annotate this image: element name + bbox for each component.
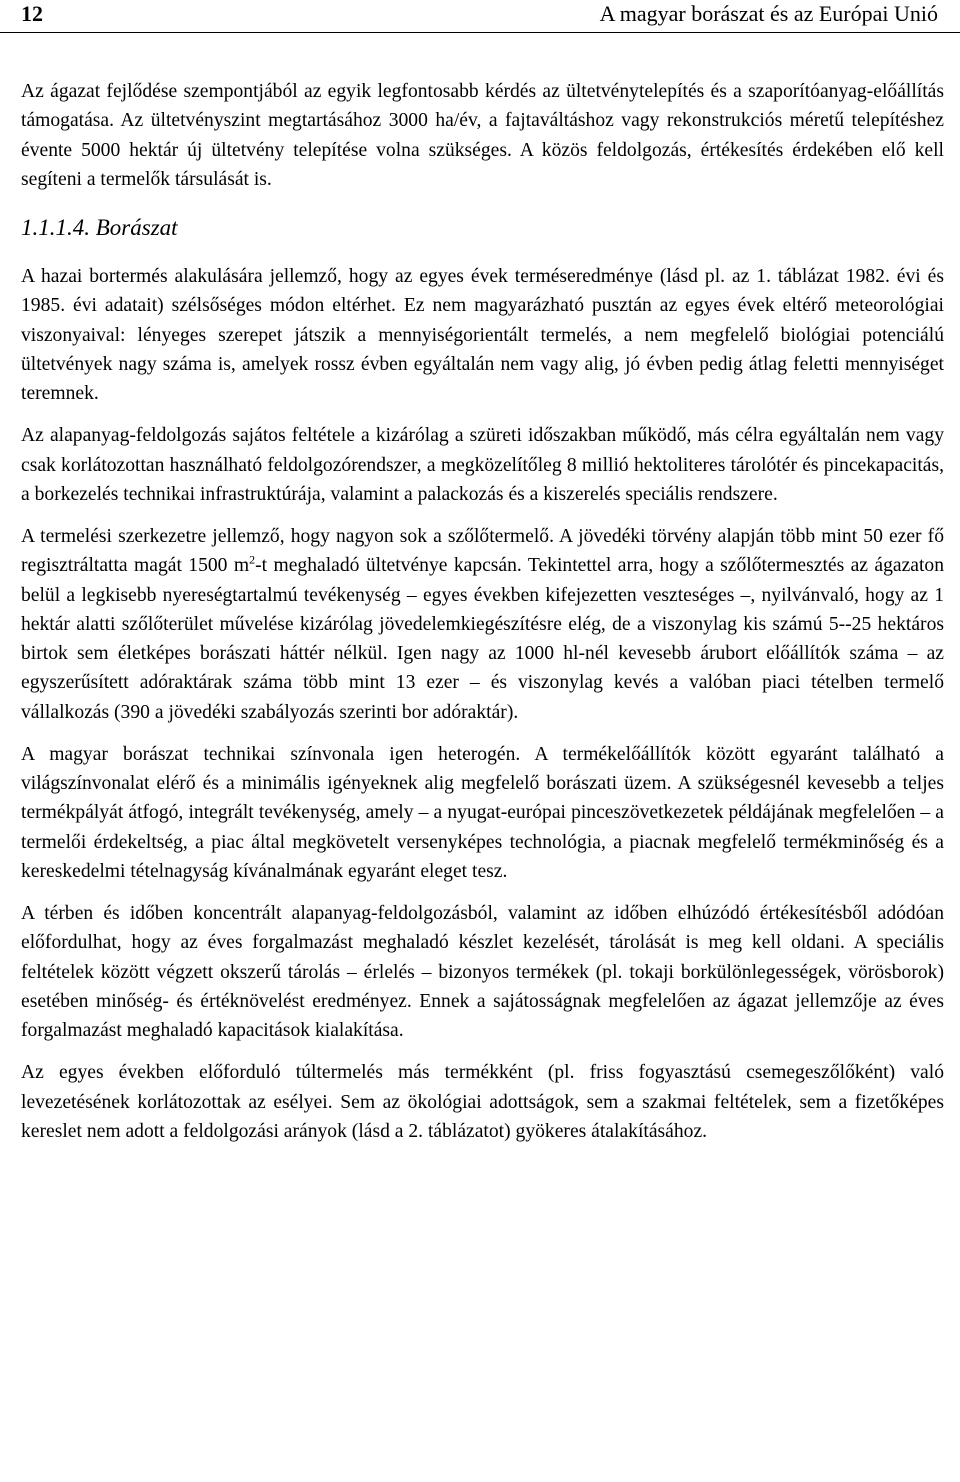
paragraph-4-end: -t meghaladó ültetvénye kapcsán. Tekintettel arra, hogy a szőlőtermesztés az ágazaton belül a legkisebb nyereségtartalmú tevékenység – egyes években kifejezetten veszteséges –, nyilvánvaló, hogy az 1 hektár alatti szőlőterület művelése kizárólag jövedelemkiegészítésre elég, de a viszonylag kis számú 5--25 hektáros birtok sem életképes borászati háttér nélkül. Igen nagy az 1000 hl-nél kevesebb árubort előállítók száma – az egyszerűsített adóraktárak száma több mint 13 ezer – és viszonylag kevés a valóban piaci tételben termelő vállalkozás (390 a jövedéki szabályozás szerinti bor adóraktár).: [21, 555, 945, 723]
page-header: [0, 0, 960, 33]
page-number: 12: [21, 1, 43, 26]
paragraph-4-start: A termelési szerkezetre jellemző, hogy nagyon sok a szőlőtermelő. A jövedéki törvény alapján több mint 50 ezer fő regisztráltatta magát 1500 m: [21, 526, 944, 577]
paragraph-2: A hazai bortermés alakulására jellemző, hogy az egyes évek terméseredménye (lásd pl. az 1. táblázat 1982. évi és 1985. évi adatait) szélsőséges módon eltérhet. Ez nem magyarázható pusztán az egyes évek eltérő meteorológiai viszonyaival: lényeges szerepet játszik a mennyiségorientált termelés, a nem megfelelő biológiai potenciálú ültetvények nagy száma is, amelyek rossz évben egyáltalán nem vagy alig, jó évben pedig átlag feletti mennyiséget teremnek.: [21, 266, 944, 404]
section-title: Borászat: [95, 215, 178, 240]
paragraph-5: A magyar borászat technikai színvonala igen heterogén. A termékelőállítók között egyaránt található a világszínvonalat elérő és a minimális igényeknek alig megfelelő borászati üzem. A szükségesnél kevesebb a teljes termékpályát átfogó, integrált tevékenység, amely – a nyugat-európai pinceszövetkezetek példájának megfelelően – a termelői érdekeltség, a piac által megkövetelt versenyképes technológia, a piacnak megfelelő termékminőség és a kereskedelmi tételnagyság kívánalmának egyaránt eleget tesz.: [21, 743, 944, 882]
superscript-2: 2: [249, 552, 256, 567]
section-heading: [21, 214, 944, 242]
paragraph-7: Az egyes években előforduló túltermelés más termékként (pl. friss fogyasztású csemegeszőlőként) való levezetésének korlátozottak az esélyei. Sem az ökológiai adottságok, sem a szakmai feltételek, sem a fizetőképes kereslet nem adott a feldolgozási arányok (lásd a 2. táblázatot) gyökeres átalakításához.: [21, 1062, 944, 1142]
paragraph-1: Az ágazat fejlődése szempontjából az egyik legfontosabb kérdés az ültetvénytelepítés és a szaporítóanyag-előállítás támogatása. Az ültetvényszint megtartásához 3000 ha/év, a fajtaváltáshoz vagy rekonstrukciós méretű telepítéshez évente 5000 hektár új ültetvény telepítése volna szükséges. A közös feldolgozás, értékesítés érdekében elő kell segíteni a termelők társulását is.: [21, 81, 944, 190]
section-number: 1.1.1.4.: [21, 215, 90, 240]
paragraph-3: Az alapanyag-feldolgozás sajátos feltétele a kizárólag a szüreti időszakban működő, más célra egyáltalán nem vagy csak korlátozottan használható feldolgozórendszer, a megközelítőleg 8 millió hektoliteres tárolótér és pincekapacitás, a borkezelés technikai infrastruktúrája, valamint a palackozás és a kiszerelés speciális rendszere.: [21, 425, 944, 505]
running-title: A magyar borászat és az Európai Unió: [599, 1, 938, 26]
document-body: [21, 77, 944, 1146]
paragraph-6: A térben és időben koncentrált alapanyag-feldolgozásból, valamint az időben elhúzódó értékesítésből adódóan előfordulhat, hogy az éves forgalmazást meghaladó készlet kezelését, tárolását is meg kell oldani. A speciális feltételek között végzett okszerű tárolás – érlelés – bizonyos termékek (pl. tokaji borkülönlegességek, vörösborok) esetében minőség- és értéknövelést eredményez. Ennek a sajátosságnak megfelelően az ágazat jellemzője az éves forgalmazást meghaladó kapacitások kialakítása.: [21, 903, 944, 1041]
paragraph-4: [21, 522, 944, 727]
